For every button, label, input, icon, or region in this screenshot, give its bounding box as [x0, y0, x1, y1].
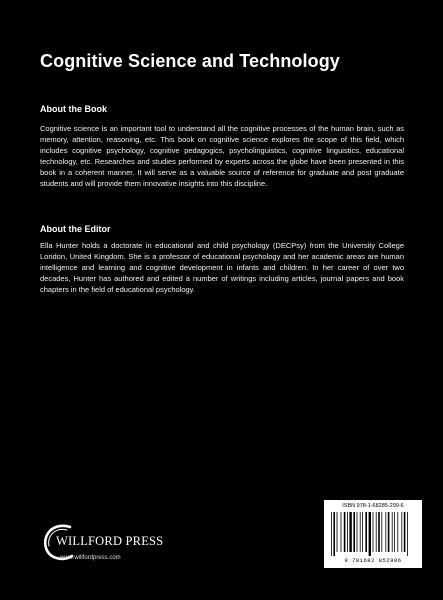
about-book-heading: About the Book [40, 104, 107, 114]
about-editor-heading: About the Editor [40, 224, 111, 234]
about-book-text: Cognitive science is an important tool to understand all the cognitive processes of the human brain, such as memory, attention, reasoning, etc. This book on cognitive science explores the scope of this field, which includes cognitive psychology, cognitive pedagogics, psycholinguistics, cognitive linguistics, educational technology, etc. Researches and studies performed by experts across the globe have been presented in this book in a coherent manner. It will serve as a valuable source of reference for graduate and post graduate students and will provide them innovative insights into this discipline. [40, 124, 404, 188]
book-title: Cognitive Science and Technology [40, 51, 340, 71]
about-editor-text: Ella Hunter holds a doctorate in educational and child psychology (DECPsy) from the University College London, United Kingdom. She is a professor of educational psychology and her academic areas are human intelligence and learning and cognitive development in infants and children. In her career of over two decades, Hunter has authored and edited a number of writings including articles, journal papers and book chapters in the field of educational psychology. [40, 241, 404, 294]
publisher-url: www.willfordpress.com [60, 555, 121, 561]
publisher-logo [40, 520, 164, 570]
barcode-digits: 9 781682 852996 [344, 557, 402, 564]
isbn-number: ISBN 978-1-68285-299-6 [342, 503, 404, 509]
barcode-graphic [330, 512, 416, 556]
publisher-name: WILLFORD PRESS [56, 534, 164, 548]
isbn-barcode [324, 500, 422, 568]
